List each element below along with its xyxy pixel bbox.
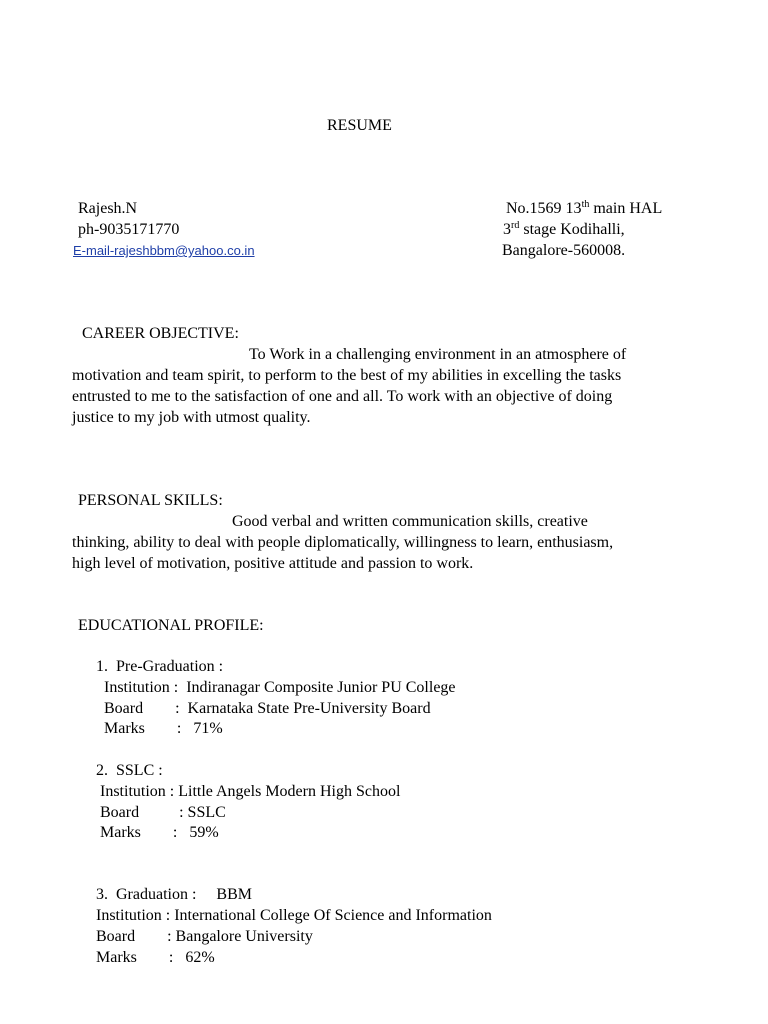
education-item-board: Board : Karnataka State Pre-University Board (104, 700, 431, 717)
education-item-marks: Marks : 71% (104, 720, 223, 737)
address-line-2-tail: stage Kodihalli, (519, 221, 625, 238)
education-item-board: Board : Bangalore University (96, 928, 313, 945)
education-item-institution: Institution : Indiranagar Composite Junior PU College (104, 679, 456, 696)
address-line-1 (506, 199, 662, 219)
address-line-1-text: No.1569 13 (506, 200, 582, 217)
career-objective-line-4: justice to my job with utmost quality. (72, 409, 311, 426)
career-objective-heading: CAREER OBJECTIVE: (82, 325, 239, 342)
address-line-1-tail: main HAL (589, 200, 663, 217)
education-item-marks: Marks : 62% (96, 949, 215, 966)
address-line-2-text: 3 (503, 221, 511, 238)
education-item-marks: Marks : 59% (100, 824, 219, 841)
career-objective-line-1: To Work in a challenging environment in an atmosphere of (249, 346, 627, 363)
personal-skills-line-1: Good verbal and written communication skills, creative (232, 513, 588, 530)
address-line-2 (503, 220, 625, 240)
address-line-1-sup: th (581, 199, 590, 210)
contact-phone: ph-9035171770 (78, 221, 180, 238)
address-line-2-sup: rd (511, 220, 520, 231)
education-item-title: 1. Pre-Graduation : (96, 658, 224, 675)
personal-skills-line-3: high level of motivation, positive attitude and passion to work. (72, 555, 474, 572)
personal-skills-line-2: thinking, ability to deal with people diplomatically, willingness to learn, enthusiasm, (72, 534, 614, 551)
education-item-title: 2. SSLC : (96, 762, 163, 779)
resume-title: RESUME (327, 117, 392, 134)
contact-email-link[interactable]: E-mail-rajeshbbm@yahoo.co.in (73, 243, 255, 258)
contact-name: Rajesh.N (78, 200, 138, 217)
education-item-institution: Institution : Little Angels Modern High School (100, 783, 401, 800)
education-item-title: 3. Graduation : BBM (96, 886, 252, 903)
career-objective-line-2: motivation and team spirit, to perform to the best of my abilities in excelling the tasks (72, 367, 622, 384)
education-item-institution: Institution : International College Of Science and Information (96, 907, 492, 924)
education-heading: EDUCATIONAL PROFILE: (78, 617, 264, 634)
address-line-3: Bangalore-560008. (502, 242, 626, 259)
personal-skills-heading: PERSONAL SKILLS: (78, 492, 223, 509)
career-objective-line-3: entrusted to me to the satisfaction of one and all. To work with an objective of doing (72, 388, 613, 405)
education-item-board: Board : SSLC (100, 804, 226, 821)
